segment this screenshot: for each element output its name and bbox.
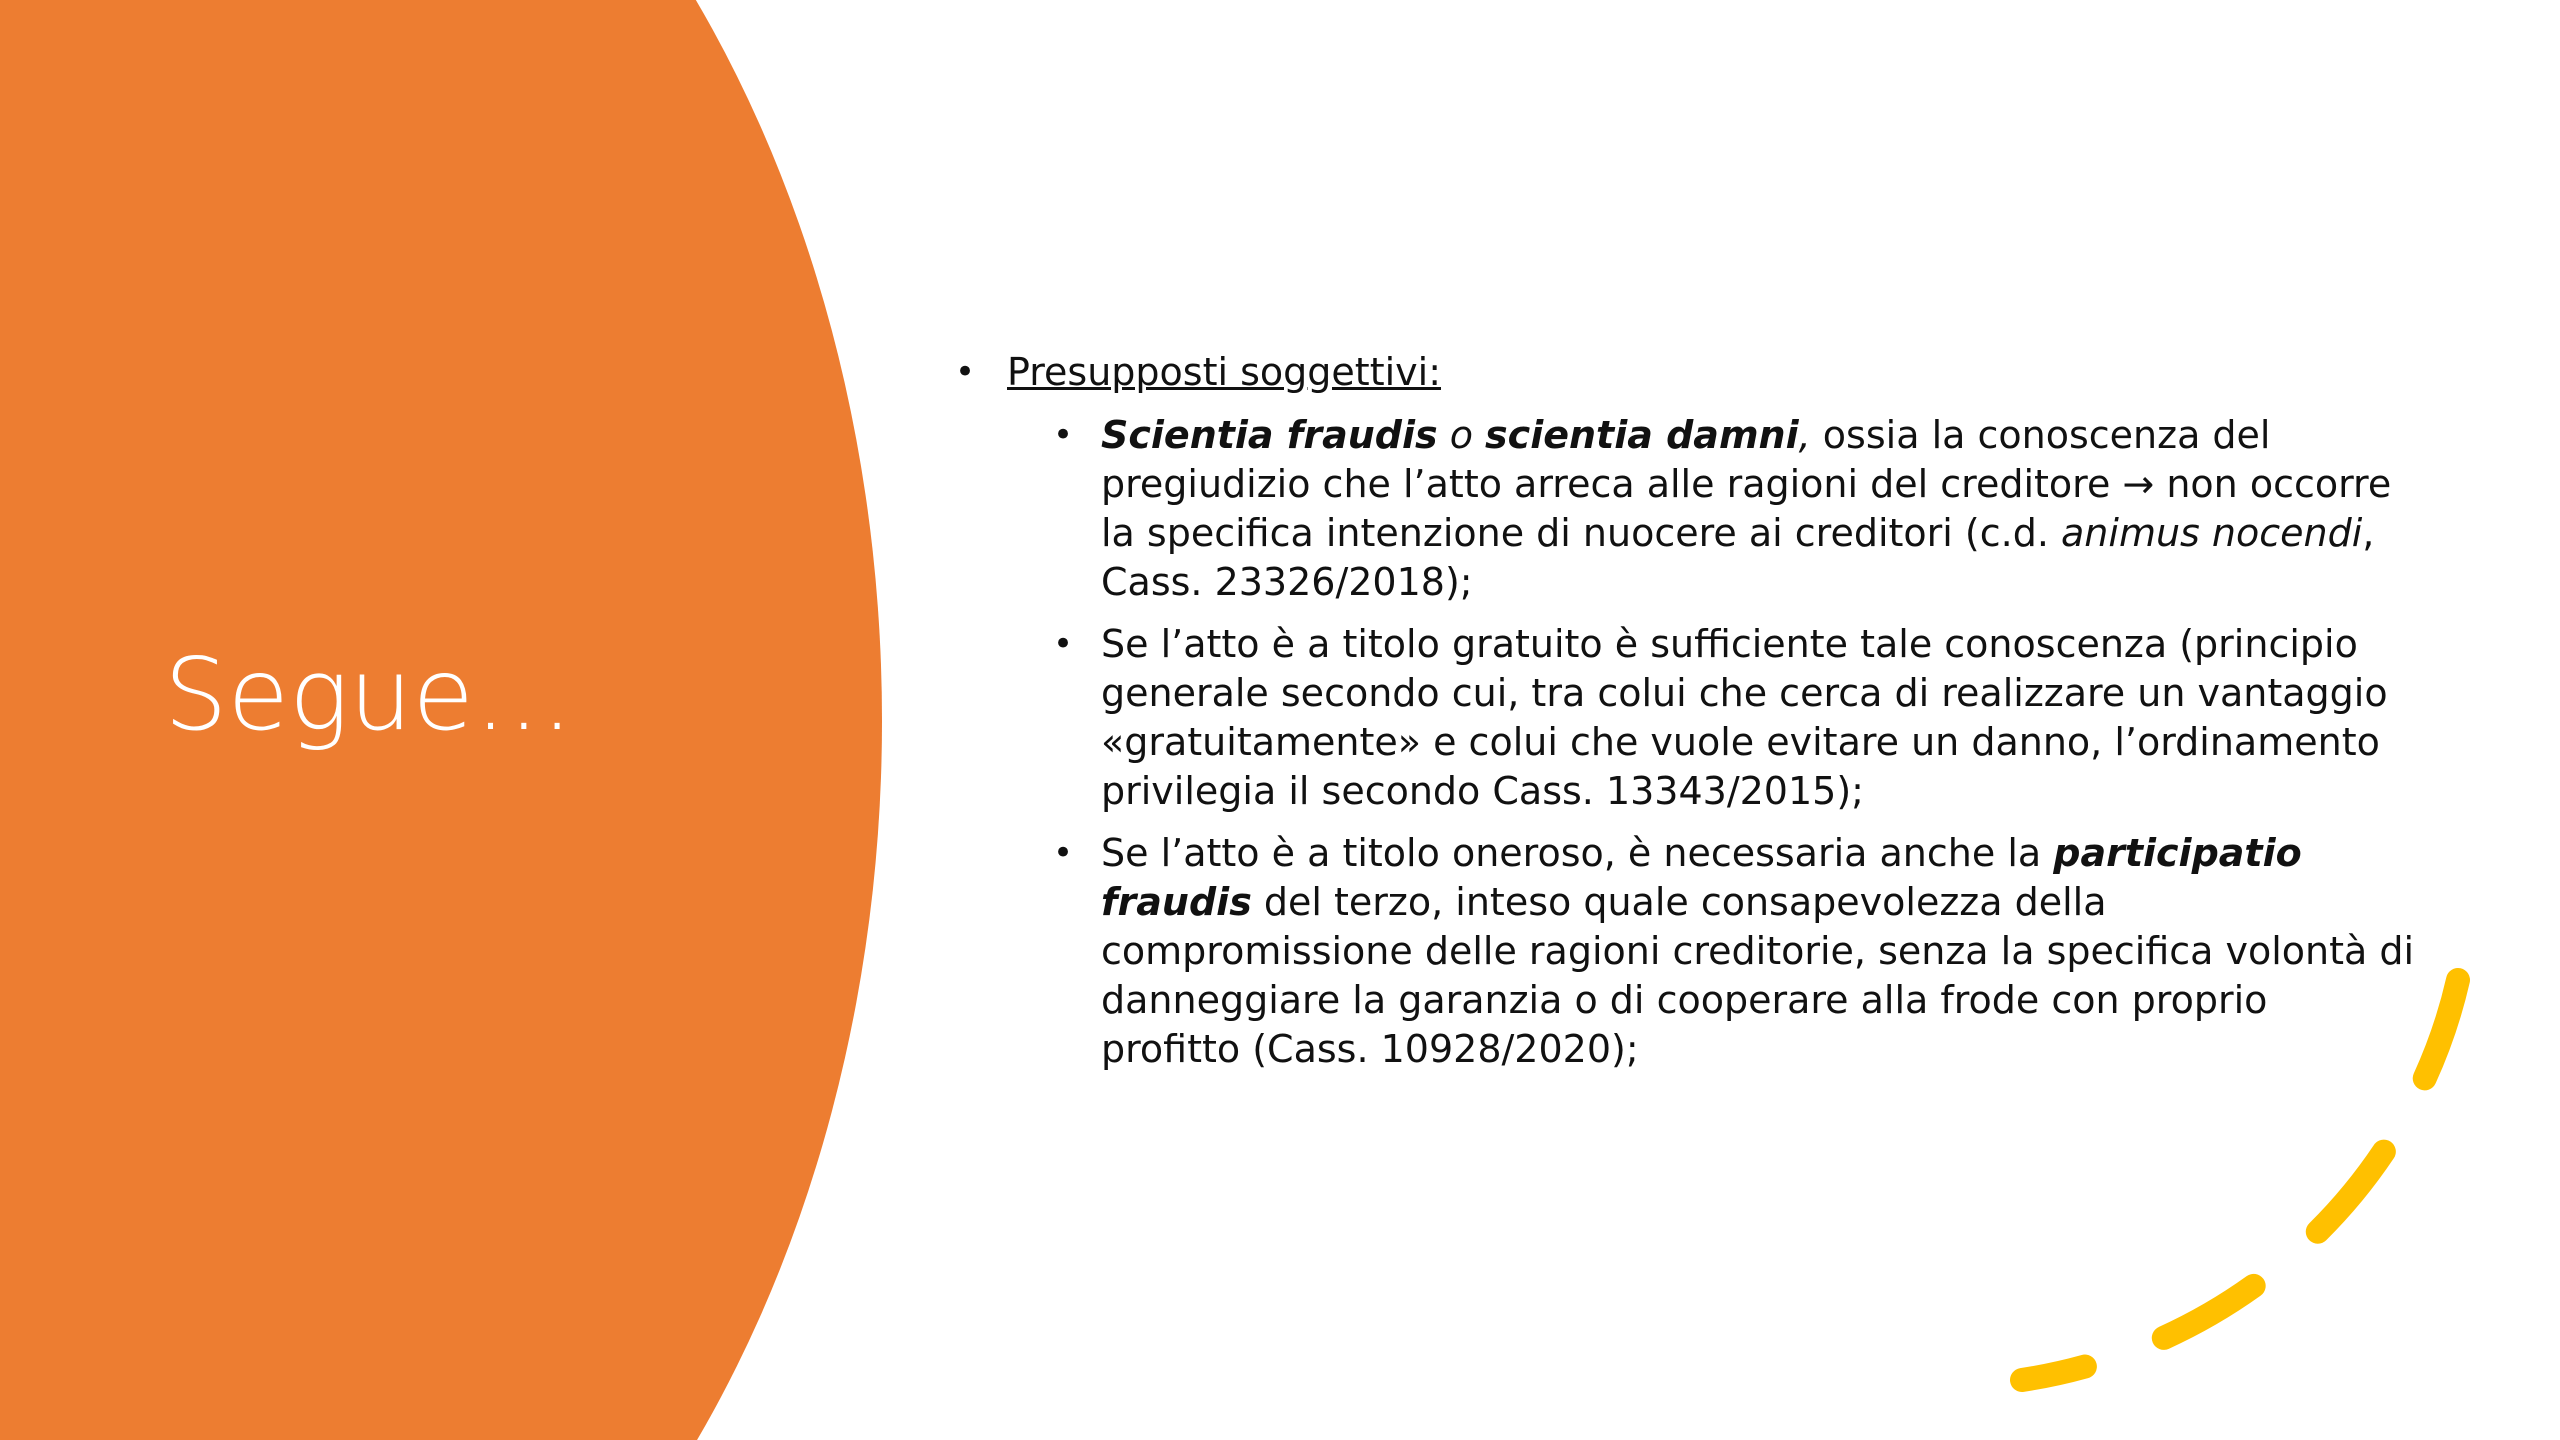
- text-run: ,: [1798, 413, 1811, 457]
- slide-title: Segue…: [164, 636, 574, 753]
- text-run: scientia damni: [1485, 413, 1799, 457]
- text-run: ossia la conoscenza del pregiudizio che l’atto arreca alle ragioni del creditore → non occorre la specifica intenzione di nuocere ai creditori (c.d.: [1101, 413, 2392, 555]
- bullet-icon: •: [1053, 833, 1074, 873]
- text-run: Se l’atto è a titolo oneroso, è necessaria anche la: [1101, 831, 2054, 875]
- bullet-icon: •: [1053, 624, 1074, 664]
- text-run: del terzo, inteso quale consapevolezza della compromissione delle ragioni creditorie, senza la specifica volontà di danneggiare la garanzia o di cooperare alla frode con proprio profitto (Cass. 10928/2020);: [1101, 880, 2415, 1071]
- bullet-icon: •: [1053, 415, 1074, 455]
- bullet-icon: •: [955, 352, 976, 392]
- text-run: participatio fraudis: [1101, 831, 2302, 924]
- text-run: Se l’atto è a titolo gratuito è sufficiente tale conoscenza (principio generale secondo cui, tra colui che cerca di realizzare un vantaggio «gratuitamente» e colui che vuole evitare un danno, l’ordinamento privilegia il secondo Cass. 13343/2015);: [1101, 622, 2388, 813]
- text-run: animus nocendi: [2061, 511, 2363, 555]
- dashed-arc-stroke: [2022, 980, 2458, 1380]
- section-heading: Presupposti soggettivi:: [1007, 350, 1441, 394]
- text-run: , Cass. 23326/2018);: [1101, 511, 2375, 604]
- text-run: o: [1437, 413, 1486, 457]
- text-run: Scientia fraudis: [1101, 413, 1438, 457]
